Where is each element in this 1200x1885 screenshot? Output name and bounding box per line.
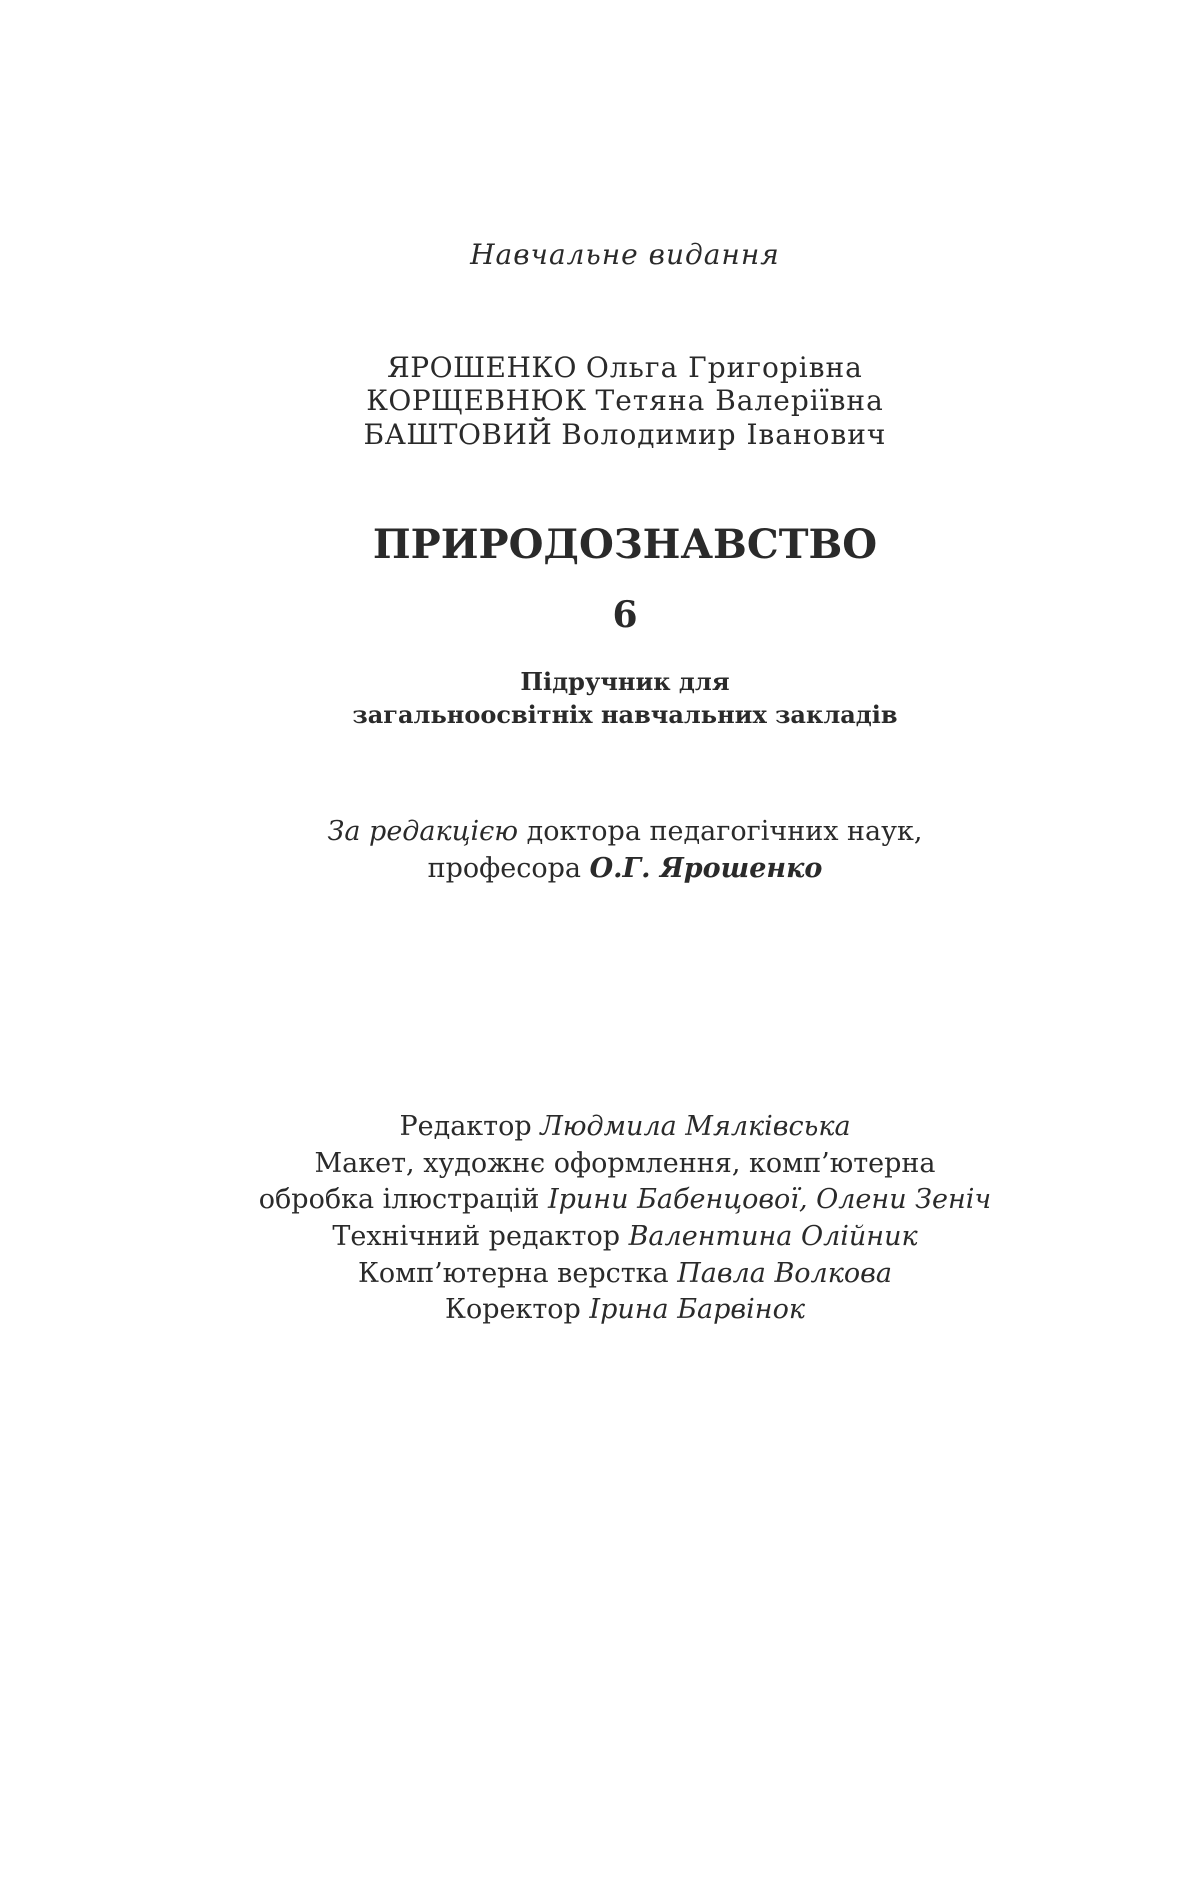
credit-name: Павла Волкова	[677, 1258, 892, 1289]
credit-typesetting	[25, 1258, 1200, 1289]
edited-by-line	[25, 853, 1200, 884]
credit-layout: Макет, художнє оформлення, комп’ютерна	[314, 1148, 936, 1179]
author-line	[25, 384, 1200, 417]
edited-by-degree: доктора педагогічних наук,	[518, 816, 923, 847]
credit-illustrations	[25, 1184, 1200, 1215]
edited-by-line	[25, 816, 1200, 847]
author-surname: КОРЩЕВНЮК	[366, 384, 587, 417]
edited-by-name: О.Г. Ярошенко	[589, 853, 823, 884]
author-surname: БАШТОВИЙ	[363, 418, 553, 451]
author-line	[25, 351, 1200, 384]
edition-type: Навчальне видання	[470, 238, 780, 271]
credit-name: Ірина Барвінок	[589, 1294, 805, 1325]
author-surname: ЯРОШЕНКО	[387, 351, 578, 384]
credit-role: обробка ілюстрацій	[258, 1184, 548, 1215]
book-title: ПРИРОДОЗНАВСТВО	[372, 521, 878, 568]
credit-role: Коректор	[445, 1294, 590, 1325]
edited-by-title: професора	[427, 853, 590, 884]
credit-editor	[25, 1111, 1200, 1142]
book-grade: 6	[612, 594, 638, 636]
credit-role: Редактор	[399, 1111, 541, 1142]
author-line	[25, 418, 1200, 451]
subtitle-line: Підручник для	[520, 667, 730, 696]
credit-role: Комп’ютерна верстка	[358, 1258, 678, 1289]
subtitle-line: загальноосвітніх навчальних закладів	[352, 700, 898, 729]
author-given-names: Володимир Іванович	[561, 418, 887, 451]
credit-role: Технічний редактор	[332, 1221, 629, 1252]
credit-name: Ірини Бабенцової, Олени Зеніч	[547, 1184, 992, 1215]
author-given-names: Ольга Григорівна	[585, 351, 863, 384]
credit-name: Людмила Мялківська	[540, 1111, 851, 1142]
credit-proofreader	[25, 1294, 1200, 1325]
credit-name: Валентина Олійник	[628, 1221, 918, 1252]
author-given-names: Тетяна Валеріївна	[595, 384, 884, 417]
credit-tech-editor	[25, 1221, 1200, 1252]
edited-by-prefix: За редакцією	[327, 816, 518, 847]
